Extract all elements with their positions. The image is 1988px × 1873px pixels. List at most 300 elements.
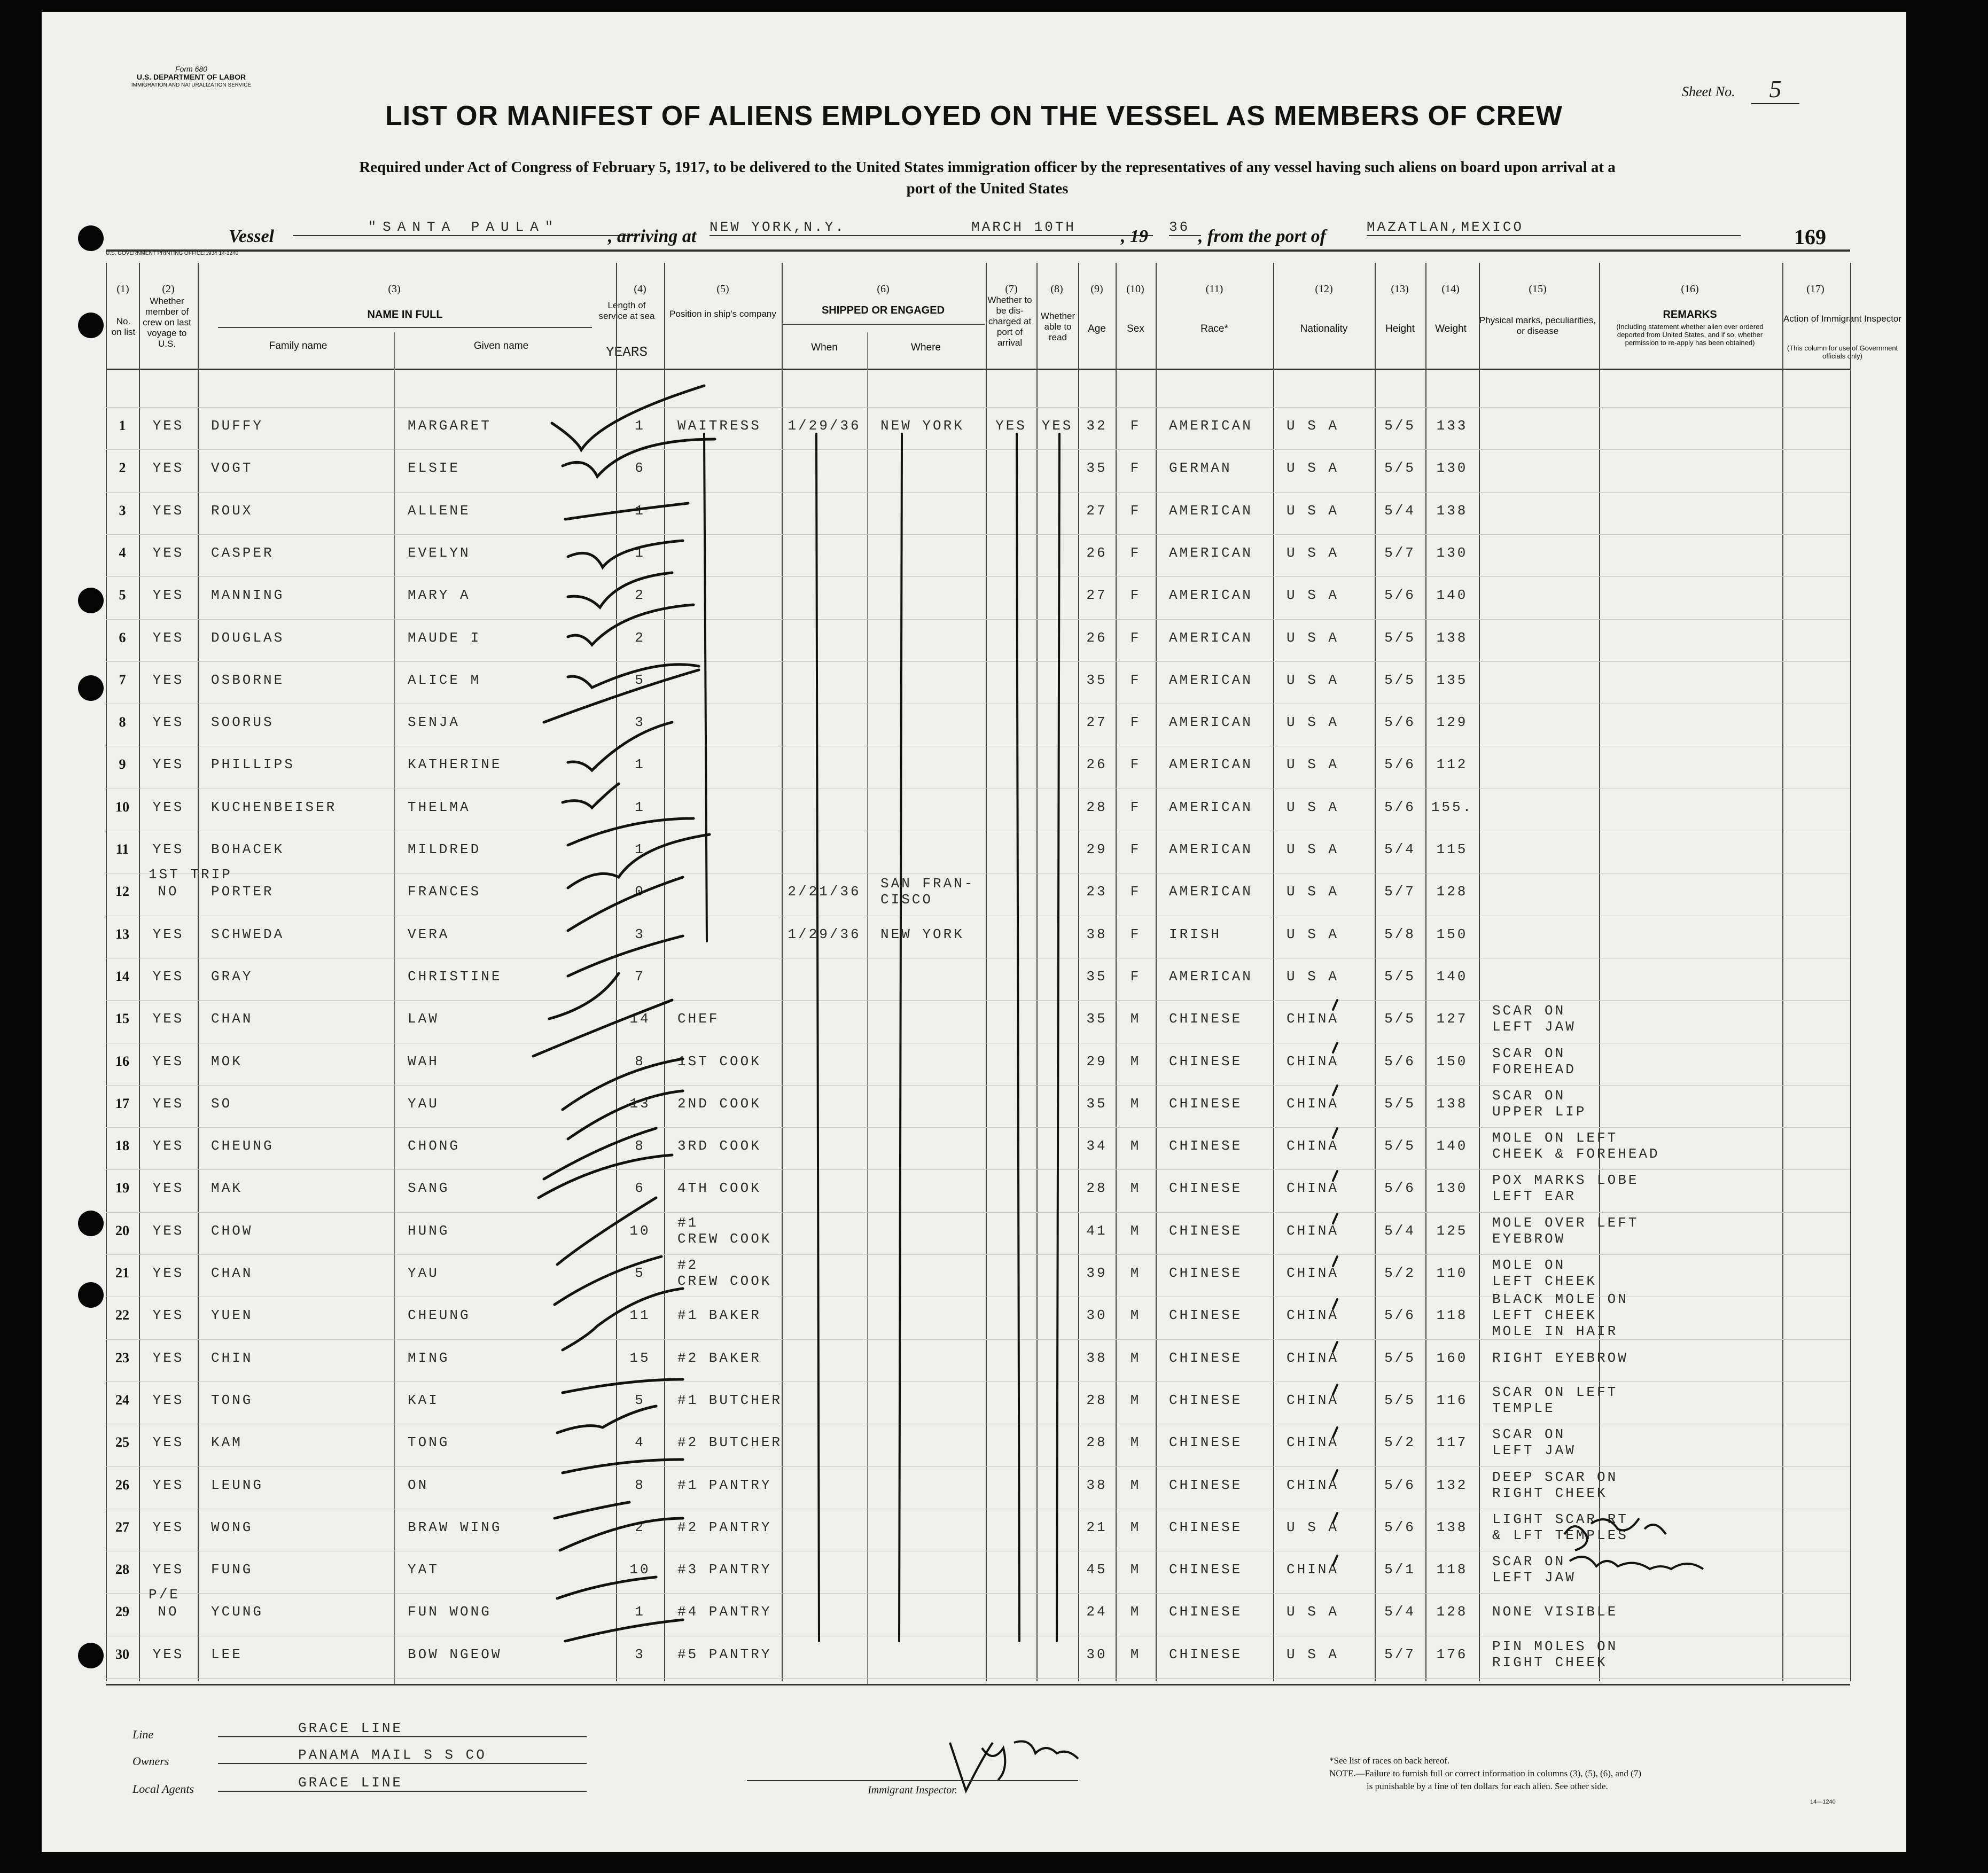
cell-crew: YES — [152, 418, 184, 434]
cell-marks: LIGHT SCAR RT & LFT TEMPLES — [1492, 1511, 1628, 1543]
cell-race: AMERICAN — [1169, 841, 1253, 857]
cell-race: CHINESE — [1169, 1477, 1243, 1493]
table-bottom-rule — [106, 1684, 1850, 1685]
cell-crew: YES — [152, 926, 184, 942]
owners-value: PANAMA MAIL S S CO — [218, 1747, 587, 1764]
col-header-shipped: SHIPPED OR ENGAGED — [821, 305, 945, 316]
cell-family: CHOW — [211, 1222, 253, 1239]
cell-height: 5/2 — [1384, 1265, 1416, 1281]
cell-position: #1 CREW COOK — [677, 1214, 772, 1247]
cell-weight: 118 — [1436, 1562, 1468, 1578]
cell-years: 4 — [635, 1434, 645, 1451]
cell-weight: 130 — [1436, 1180, 1468, 1197]
cell-race: CHINESE — [1169, 1053, 1243, 1070]
cell-position: #3 PANTRY — [677, 1562, 772, 1578]
cell-age: 35 — [1086, 1095, 1108, 1112]
cell-height: 5/4 — [1384, 1222, 1416, 1239]
column-number: (14) — [1441, 283, 1460, 295]
cell-race: CHINESE — [1169, 1604, 1243, 1620]
cell-nationality: U S A — [1287, 841, 1339, 857]
cell-weight: 125 — [1436, 1222, 1468, 1239]
column-number: (7) — [1005, 283, 1018, 295]
cell-sex: M — [1130, 1604, 1141, 1620]
cell-age: 28 — [1086, 799, 1108, 815]
cell-race: AMERICAN — [1169, 544, 1253, 561]
cell-family: WONG — [211, 1519, 253, 1535]
column-number: (4) — [634, 283, 646, 295]
cell-no: 11 — [115, 841, 129, 857]
cell-years: 6 — [635, 460, 645, 477]
cell-height: 5/5 — [1384, 1138, 1416, 1154]
cell-crew: YES — [152, 672, 184, 688]
cell-height: 5/5 — [1384, 460, 1416, 477]
cell-position: #1 BUTCHER — [677, 1392, 783, 1408]
cell-given: KATHERINE — [408, 756, 502, 773]
subtitle-line-2: port of the United States — [906, 180, 1069, 197]
note-failure: NOTE.—Failure to furnish full or correct information in columns (3), (5), (6), and (7) — [1329, 1768, 1641, 1778]
cell-position: #2 BAKER — [677, 1349, 761, 1366]
cell-position: #1 PANTRY — [677, 1477, 772, 1493]
cell-years: 1 — [635, 418, 645, 434]
inspector-label: Immigrant Inspector. — [868, 1784, 957, 1796]
col-header-race: Race* — [1200, 323, 1228, 334]
cell-race: AMERICAN — [1169, 418, 1253, 434]
cell-race: AMERICAN — [1169, 714, 1253, 731]
column-number: (3) — [388, 283, 401, 295]
cell-family: YUEN — [211, 1307, 253, 1324]
cell-nationality: CHINA — [1287, 1307, 1339, 1324]
cell-weight: 117 — [1436, 1434, 1468, 1451]
cell-height: 5/1 — [1384, 1562, 1416, 1578]
cell-nationality: U S A — [1287, 629, 1339, 646]
cell-age: 28 — [1086, 1392, 1108, 1408]
cell-age: 27 — [1086, 714, 1108, 731]
cell-given: LAW — [408, 1011, 439, 1027]
arrival-date: MARCH 10TH — [929, 219, 1153, 236]
cell-no: 4 — [119, 544, 126, 560]
cell-weight: 138 — [1436, 1519, 1468, 1535]
cell-sex: F — [1130, 460, 1141, 477]
cell-sex: F — [1130, 587, 1141, 604]
cell-family: OSBORNE — [211, 672, 285, 688]
cell-marks: PIN MOLES ON RIGHT CHEEK — [1492, 1638, 1618, 1671]
cell-crew-note: P/E — [149, 1587, 180, 1603]
cell-weight: 128 — [1436, 884, 1468, 900]
cell-weight: 140 — [1436, 587, 1468, 604]
cell-family: MAK — [211, 1180, 243, 1197]
cell-sex: M — [1130, 1646, 1141, 1663]
from-port: MAZATLAN,MEXICO — [1367, 219, 1741, 236]
cell-crew: YES — [152, 968, 184, 985]
cell-years: 1 — [635, 1604, 645, 1620]
cell-weight: 116 — [1436, 1392, 1468, 1408]
cell-crew: YES — [152, 1180, 184, 1197]
cell-years: 7 — [635, 968, 645, 985]
cell-weight: 160 — [1436, 1349, 1468, 1366]
cell-given: CHONG — [408, 1138, 461, 1154]
cell-given: THELMA — [408, 799, 471, 815]
cell-height: 5/5 — [1384, 968, 1416, 985]
cell-family: CHAN — [211, 1011, 253, 1027]
cell-crew: YES — [152, 1265, 184, 1281]
cell-sex: F — [1130, 418, 1141, 434]
cell-when: 2/21/36 — [788, 884, 861, 900]
cell-weight: 128 — [1436, 1604, 1468, 1620]
cell-weight: 138 — [1436, 1095, 1468, 1112]
cell-years: 15 — [629, 1349, 651, 1366]
service: IMMIGRATION AND NATURALIZATION SERVICE — [131, 82, 252, 88]
cell-position: #4 PANTRY — [677, 1604, 772, 1620]
cell-years: 3 — [635, 714, 645, 731]
cell-family: PORTER — [211, 884, 274, 900]
binder-hole — [78, 1643, 104, 1668]
cell-years: 5 — [635, 1265, 645, 1281]
cell-height: 5/6 — [1384, 799, 1416, 815]
cell-given: ALLENE — [408, 502, 471, 519]
cell-nationality: U S A — [1287, 587, 1339, 604]
col-header-age: Age — [1088, 323, 1106, 334]
cell-no: 3 — [119, 502, 126, 518]
cell-nationality: U S A — [1287, 502, 1339, 519]
cell-weight: 140 — [1436, 1138, 1468, 1154]
cell-sex: F — [1130, 756, 1141, 773]
cell-weight: 150 — [1436, 1053, 1468, 1070]
cell-height: 5/7 — [1384, 544, 1416, 561]
cell-read: YES — [1041, 418, 1073, 434]
cell-given: ELSIE — [408, 460, 461, 477]
cell-race: CHINESE — [1169, 1562, 1243, 1578]
column-number: (9) — [1090, 283, 1103, 295]
cell-sex: M — [1130, 1265, 1141, 1281]
cell-sex: M — [1130, 1138, 1141, 1154]
cell-sex: F — [1130, 672, 1141, 688]
cell-height: 5/4 — [1384, 1604, 1416, 1620]
cell-position: 3RD COOK — [677, 1138, 761, 1154]
col-header-position: Position in ship's company — [669, 309, 776, 319]
cell-weight: 130 — [1436, 460, 1468, 477]
cell-marks: MOLE ON LEFT CHEEK & FOREHEAD — [1492, 1130, 1660, 1162]
cell-family: SOORUS — [211, 714, 274, 731]
cell-nationality: U S A — [1287, 714, 1339, 731]
cell-given: CHEUNG — [408, 1307, 471, 1324]
cell-age: 28 — [1086, 1180, 1108, 1197]
col-header-discharged: Whether to be dis-charged at port of arrival — [987, 295, 1032, 348]
col-header-sex: Sex — [1127, 323, 1144, 334]
cell-height: 5/6 — [1384, 756, 1416, 773]
department: U.S. DEPARTMENT OF LABOR — [136, 73, 246, 81]
column-number: (13) — [1391, 283, 1409, 295]
cell-weight: 135 — [1436, 672, 1468, 688]
cell-family: BOHACEK — [211, 841, 285, 857]
cell-race: AMERICAN — [1169, 629, 1253, 646]
cell-weight: 155. — [1431, 799, 1474, 815]
cell-nationality: CHINA — [1287, 1265, 1339, 1281]
cell-marks: NONE VISIBLE — [1492, 1604, 1618, 1620]
cell-nationality: CHINA — [1287, 1477, 1339, 1493]
cell-no: 7 — [119, 672, 126, 688]
form-code: 14—1240 — [1810, 1799, 1836, 1805]
cell-height: 5/2 — [1384, 1434, 1416, 1451]
cell-height: 5/5 — [1384, 1011, 1416, 1027]
column-number: (1) — [116, 283, 129, 295]
cell-age: 39 — [1086, 1265, 1108, 1281]
note-fine: is punishable by a fine of ten dollars for each alien. See other side. — [1367, 1781, 1608, 1791]
col-header-height: Height — [1385, 323, 1415, 334]
col-header-nationality: Nationality — [1300, 323, 1348, 334]
cell-position: CHEF — [677, 1011, 720, 1027]
cell-no: 17 — [115, 1095, 129, 1111]
cell-nationality: CHINA — [1287, 1138, 1339, 1154]
cell-nationality: CHINA — [1287, 1053, 1339, 1070]
cell-race: CHINESE — [1169, 1265, 1243, 1281]
cell-family: PHILLIPS — [211, 756, 295, 773]
column-number: (11) — [1205, 283, 1223, 295]
cell-years: 8 — [635, 1138, 645, 1154]
cell-height: 5/6 — [1384, 1307, 1416, 1324]
cell-marks: SCAR ON LEFT JAW — [1492, 1554, 1576, 1586]
binder-hole — [78, 588, 104, 613]
cell-race: AMERICAN — [1169, 672, 1253, 688]
agents-label: Local Agents — [132, 1782, 194, 1796]
cell-crew-note: 1ST TRIP — [149, 867, 232, 883]
cell-position: #2 BUTCHER — [677, 1434, 783, 1451]
cell-years: 1 — [635, 799, 645, 815]
cell-years: 1 — [635, 544, 645, 561]
col-header-given: Given name — [473, 340, 529, 352]
line-value: GRACE LINE — [218, 1720, 587, 1737]
cell-age: 45 — [1086, 1562, 1108, 1578]
cell-marks: SCAR ON LEFT TEMPLE — [1492, 1384, 1618, 1416]
cell-crew: YES — [152, 1646, 184, 1663]
cell-no: 14 — [115, 968, 129, 984]
cell-crew: YES — [152, 544, 184, 561]
cell-race: AMERICAN — [1169, 968, 1253, 985]
cell-race: GERMAN — [1169, 460, 1232, 477]
cell-age: 26 — [1086, 544, 1108, 561]
cell-family: CHAN — [211, 1265, 253, 1281]
cell-marks: SCAR ON UPPER LIP — [1492, 1087, 1587, 1120]
cell-marks: POX MARKS LOBE LEFT EAR — [1492, 1172, 1639, 1205]
cell-position: #2 CREW COOK — [677, 1257, 772, 1289]
column-number: (6) — [877, 283, 890, 295]
cell-age: 35 — [1086, 460, 1108, 477]
cell-crew: YES — [152, 1349, 184, 1366]
col-header-read: Whether able to read — [1040, 311, 1075, 342]
cell-position: #5 PANTRY — [677, 1646, 772, 1663]
cell-weight: 112 — [1436, 756, 1468, 773]
cell-given: CHRISTINE — [408, 968, 502, 985]
col-header-when: When — [811, 342, 838, 353]
cell-no: 28 — [115, 1562, 129, 1578]
cell-position: 1ST COOK — [677, 1053, 761, 1070]
cell-position: 2ND COOK — [677, 1095, 761, 1112]
cell-age: 38 — [1086, 1477, 1108, 1493]
vessel-name: "SANTA PAULA" — [293, 219, 635, 236]
cell-where: NEW YORK — [880, 418, 964, 434]
cell-nationality: CHINA — [1287, 1180, 1339, 1197]
cell-height: 5/5 — [1384, 672, 1416, 688]
cell-no: 27 — [115, 1519, 129, 1535]
cell-crew: YES — [152, 1011, 184, 1027]
line-label: Line — [132, 1728, 154, 1741]
cell-years: 13 — [629, 1095, 651, 1112]
cell-weight: 127 — [1436, 1011, 1468, 1027]
col-header-remarks: REMARKS — [1663, 309, 1717, 321]
note-races: *See list of races on back hereof. — [1329, 1755, 1450, 1766]
cell-years: 2 — [635, 1519, 645, 1535]
cell-given: SENJA — [408, 714, 461, 731]
cell-nationality: CHINA — [1287, 1434, 1339, 1451]
cell-no: 21 — [115, 1265, 129, 1281]
cell-age: 38 — [1086, 926, 1108, 942]
agents-value: GRACE LINE — [218, 1775, 587, 1792]
cell-years: 3 — [635, 1646, 645, 1663]
cell-race: CHINESE — [1169, 1095, 1243, 1112]
cell-sex: M — [1130, 1349, 1141, 1366]
cell-race: CHINESE — [1169, 1138, 1243, 1154]
inspector-checkmarks — [42, 12, 1906, 1852]
column-number: (10) — [1126, 283, 1144, 295]
cell-family: KUCHENBEISER — [211, 799, 337, 815]
handwritten-remark — [1564, 1518, 1703, 1569]
cell-when: 1/29/36 — [788, 418, 861, 434]
cell-sex: M — [1130, 1519, 1141, 1535]
cell-given: FUN WONG — [408, 1604, 492, 1620]
cell-given: MAUDE I — [408, 629, 481, 646]
form-number: Form 680 — [175, 65, 207, 73]
cell-no: 22 — [115, 1307, 129, 1323]
cell-nationality: U S A — [1287, 926, 1339, 942]
cell-sex: M — [1130, 1477, 1141, 1493]
cell-age: 23 — [1086, 884, 1108, 900]
col-header-weight: Weight — [1435, 323, 1467, 334]
cell-no: 19 — [115, 1180, 129, 1196]
cell-given: TONG — [408, 1434, 450, 1451]
cell-family: MOK — [211, 1053, 243, 1070]
cell-marks: RIGHT EYEBROW — [1492, 1349, 1628, 1366]
cell-no: 6 — [119, 629, 126, 645]
cell-sex: F — [1130, 544, 1141, 561]
footer-notes — [1329, 1754, 1864, 1793]
cell-nationality: CHINA — [1287, 1392, 1339, 1408]
cell-given: ON — [408, 1477, 429, 1493]
cell-given: MILDRED — [408, 841, 481, 857]
cell-given: BRAW WING — [408, 1519, 502, 1535]
inspector-signature — [950, 1742, 1078, 1791]
cell-sex: F — [1130, 502, 1141, 519]
cell-given: SANG — [408, 1180, 450, 1197]
cell-sex: F — [1130, 926, 1141, 942]
cell-height: 5/6 — [1384, 1053, 1416, 1070]
column-number: (15) — [1529, 283, 1547, 295]
cell-nationality: U S A — [1287, 672, 1339, 688]
cell-age: 38 — [1086, 1349, 1108, 1366]
cell-years: 2 — [635, 629, 645, 646]
cell-sex: M — [1130, 1053, 1141, 1070]
cell-crew: YES — [152, 1053, 184, 1070]
cell-sex: F — [1130, 968, 1141, 985]
cell-weight: 130 — [1436, 544, 1468, 561]
cell-nationality: CHINA — [1287, 1222, 1339, 1239]
binder-hole — [78, 313, 104, 338]
cell-age: 41 — [1086, 1222, 1108, 1239]
cell-family: VOGT — [211, 460, 253, 477]
cell-crew: YES — [152, 1519, 184, 1535]
cell-age: 35 — [1086, 672, 1108, 688]
action-note: (This column for use of Government officials only) — [1787, 344, 1898, 360]
cell-race: CHINESE — [1169, 1434, 1243, 1451]
cell-family: YCUNG — [211, 1604, 264, 1620]
cell-age: 21 — [1086, 1519, 1108, 1535]
cell-crew: NO — [158, 1604, 179, 1620]
cell-years: 14 — [629, 1011, 651, 1027]
cell-crew: YES — [152, 714, 184, 731]
inspector-signature-line — [747, 1780, 1078, 1781]
cell-height: 5/5 — [1384, 629, 1416, 646]
cell-nationality: CHINA — [1287, 1095, 1339, 1112]
cell-no: 15 — [115, 1011, 129, 1027]
cell-years: 3 — [635, 926, 645, 942]
cell-given: ALICE M — [408, 672, 481, 688]
cell-no: 9 — [119, 756, 126, 772]
cell-sex: M — [1130, 1434, 1141, 1451]
cell-nationality: U S A — [1287, 884, 1339, 900]
cell-sex: F — [1130, 799, 1141, 815]
cell-height: 5/5 — [1384, 1392, 1416, 1408]
cell-no: 1 — [119, 418, 126, 433]
cell-given: EVELYN — [408, 544, 471, 561]
cell-family: LEUNG — [211, 1477, 264, 1493]
cell-crew: YES — [152, 502, 184, 519]
cell-height: 5/6 — [1384, 587, 1416, 604]
cell-height: 5/5 — [1384, 1349, 1416, 1366]
cell-years: 1 — [635, 841, 645, 857]
cell-crew: YES — [152, 1562, 184, 1578]
cell-sex: M — [1130, 1222, 1141, 1239]
cell-sex: F — [1130, 884, 1141, 900]
arriving-label: , arriving at — [608, 227, 697, 246]
cell-years: 5 — [635, 672, 645, 688]
cell-crew: YES — [152, 841, 184, 857]
years-label: YEARS — [605, 344, 648, 360]
cell-sex: M — [1130, 1562, 1141, 1578]
cell-marks: SCAR ON LEFT JAW — [1492, 1426, 1576, 1459]
cell-family: KAM — [211, 1434, 243, 1451]
cell-age: 35 — [1086, 1011, 1108, 1027]
cell-age: 35 — [1086, 968, 1108, 985]
cell-crew: YES — [152, 1307, 184, 1324]
cell-age: 27 — [1086, 502, 1108, 519]
cell-sex: F — [1130, 714, 1141, 731]
cell-years: 2 — [635, 587, 645, 604]
cell-family: CHIN — [211, 1349, 253, 1366]
cell-weight: 118 — [1436, 1307, 1468, 1324]
cell-race: IRISH — [1169, 926, 1222, 942]
cell-height: 5/4 — [1384, 502, 1416, 519]
cell-years: 1 — [635, 502, 645, 519]
from-port-label: , from the port of — [1198, 227, 1326, 246]
sheet-number: 5 — [1751, 75, 1799, 104]
cell-no: 23 — [115, 1349, 129, 1365]
col-header-no: No. on list — [111, 316, 136, 337]
cell-weight: 140 — [1436, 968, 1468, 985]
cell-family: CASPER — [211, 544, 274, 561]
cell-nationality: U S A — [1287, 460, 1339, 477]
cell-race: AMERICAN — [1169, 756, 1253, 773]
cell-family: FUNG — [211, 1562, 253, 1578]
column-number: (17) — [1806, 283, 1825, 295]
cell-given: MARY A — [408, 587, 471, 604]
